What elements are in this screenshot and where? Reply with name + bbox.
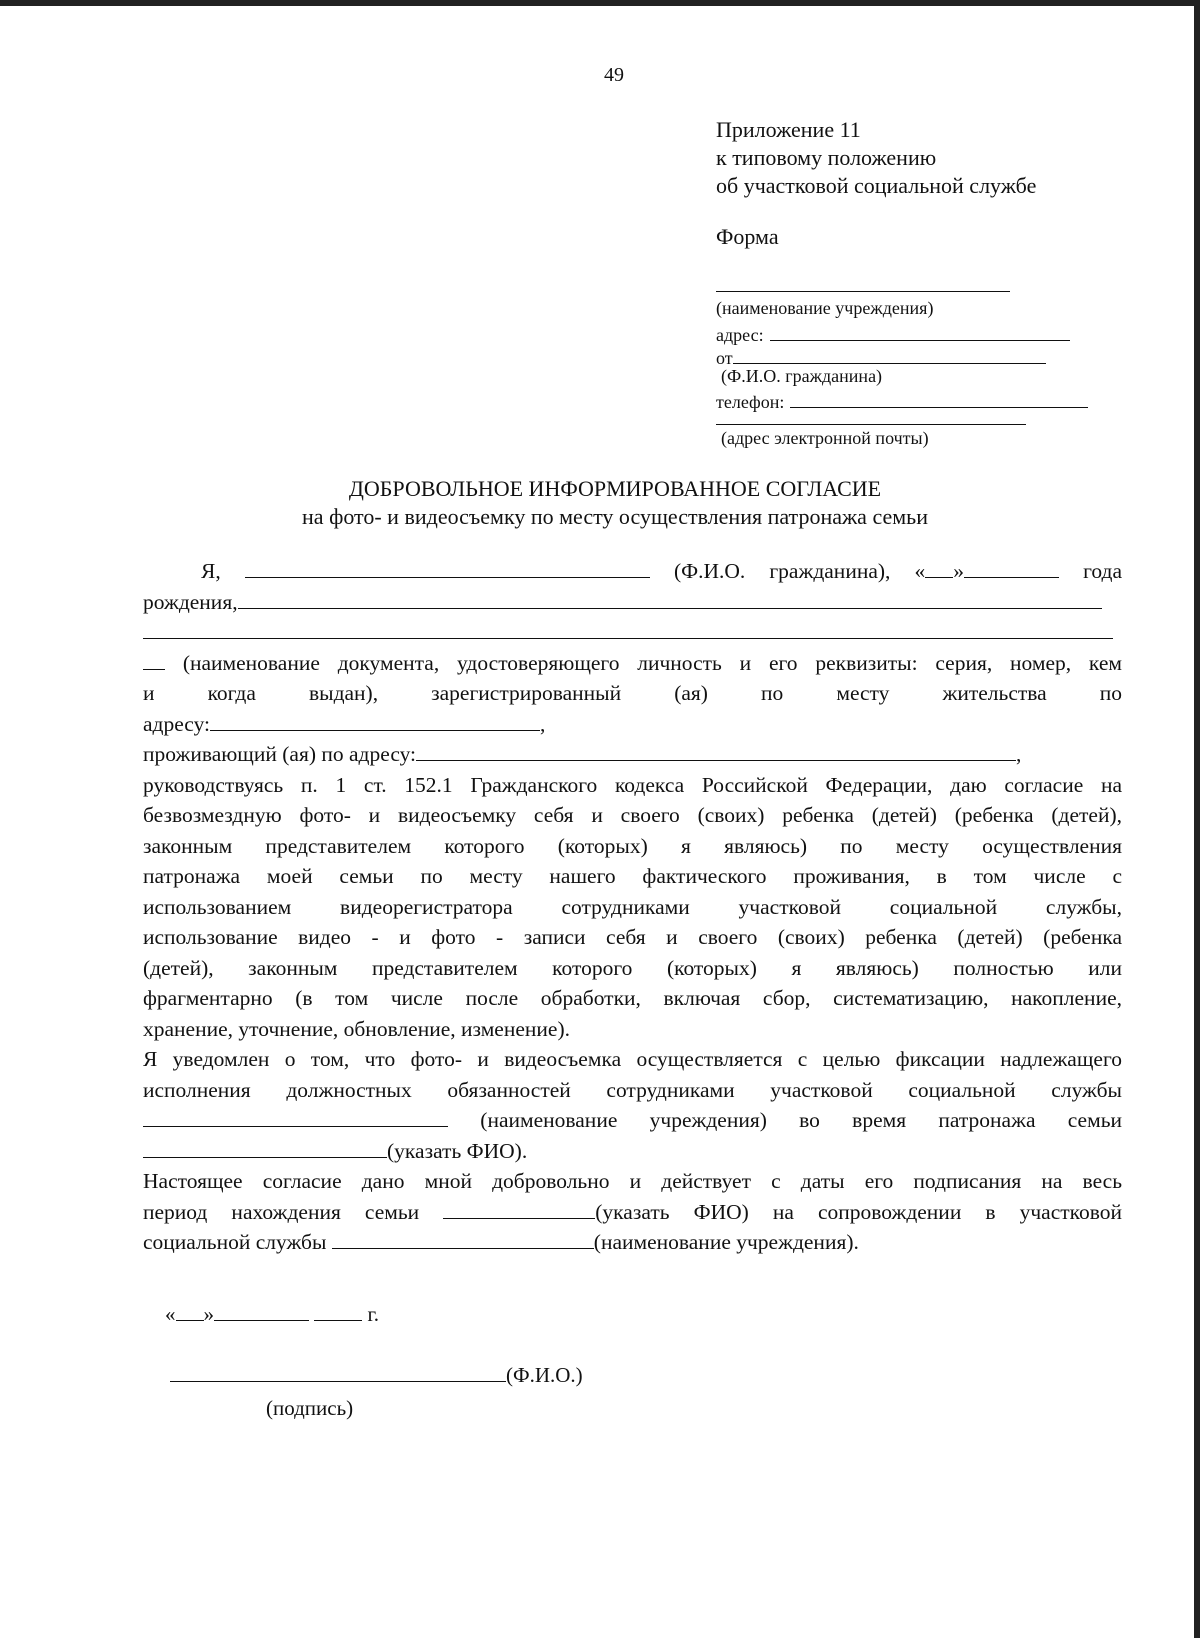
birth-details-field[interactable]: [238, 590, 1102, 609]
scan-border-right: [1194, 0, 1200, 1638]
appendix-subtitle-2: об участковой социальной службе: [716, 173, 1037, 198]
from-field[interactable]: [733, 345, 1046, 364]
line-citizen: Я, (Ф.И.О. гражданина), « » года: [201, 559, 1123, 583]
line-address: адресу: ,: [143, 711, 546, 736]
consent-body: [143, 556, 1122, 1258]
date-row: « » г.: [165, 1302, 379, 1326]
signature-field[interactable]: [170, 1363, 506, 1382]
consent-text-line: безвозмездную фото- и видеосъемку себя и своего (своих) ребенка (детей) (ребенка (детей),: [143, 803, 1122, 827]
address-field[interactable]: [770, 322, 1070, 341]
signature-caption: (подпись): [266, 1396, 354, 1420]
notice-text-line: (наименование учреждения) во время патронажа семьи: [143, 1105, 1122, 1136]
scan-border-top: [0, 0, 1200, 6]
line-residence: проживающий (ая) по адресу: ,: [143, 742, 1022, 766]
notice-text-line: исполнения должностных обязанностей сотрудниками участковой социальной службы: [143, 1077, 1122, 1102]
document-subtitle: на фото- и видеосъемку по месту осуществления патронажа семьи: [302, 504, 928, 529]
date-year-field[interactable]: [314, 1302, 362, 1321]
notice-text-line: Я уведомлен о том, что фото- и видеосъемка осуществляется с целью фиксации надлежащего: [143, 1047, 1122, 1071]
phone-row: [716, 389, 1088, 413]
residence-address-field[interactable]: [416, 742, 1016, 761]
address-label: адрес:: [716, 325, 764, 345]
consent-text-line: использование видео - и фото - записи себя и своего (своих) ребенка (детей) (ребенка: [143, 925, 1122, 949]
consent-text-line: фрагментарно (в том числе после обработки, включая сбор, систематизацию, накопление,: [143, 986, 1122, 1010]
birth-day-field[interactable]: [925, 559, 953, 578]
notice-text-line: (указать ФИО).: [143, 1136, 1122, 1167]
birth-details-field-continued[interactable]: [143, 620, 1113, 639]
validity-text-line: период нахождения семьи (указать ФИО) на сопровождении в участковой: [143, 1199, 1123, 1224]
institution-name-field[interactable]: [716, 291, 1010, 292]
line-registered: и когда выдан), зарегистрированный (ая) по месту жительства по: [143, 681, 1122, 705]
email-field[interactable]: [716, 424, 1026, 425]
line-birth: рождения,: [143, 587, 1122, 618]
notice-institution-field[interactable]: [143, 1108, 448, 1127]
from-label: от: [716, 348, 733, 368]
appendix-title: Приложение 11: [716, 117, 861, 142]
fio-label: (Ф.И.О.): [506, 1363, 583, 1387]
birth-month-field[interactable]: [964, 559, 1059, 578]
consent-text-line: руководствуясь п. 1 ст. 152.1 Гражданского кодекса Российской Федерации, даю согласие на: [143, 772, 1122, 797]
document-field[interactable]: [143, 651, 165, 670]
consent-text-line: (детей), законным представителем которого (которых) я являюсь) полностью или: [143, 955, 1122, 980]
validity-institution-field[interactable]: [332, 1230, 594, 1249]
appendix-subtitle-1: к типовому положению: [716, 145, 937, 170]
address-row: [716, 322, 1070, 346]
consent-text-line: патронажа моей семьи по месту нашего фактического проживания, в том числе с: [143, 864, 1122, 888]
form-label: Форма: [716, 224, 779, 249]
email-caption: (адрес электронной почты): [721, 428, 929, 448]
notice-family-name-field[interactable]: [143, 1139, 387, 1158]
citizen-name-field[interactable]: [245, 559, 650, 578]
citizen-caption: (Ф.И.О. гражданина): [721, 366, 883, 386]
page-number: 49: [604, 64, 624, 86]
date-month-field[interactable]: [214, 1302, 309, 1321]
consent-text-line: использованием видеорегистратора сотрудниками участковой социальной службы,: [143, 894, 1122, 919]
date-day-field[interactable]: [176, 1302, 204, 1321]
validity-family-name-field[interactable]: [443, 1200, 595, 1219]
document-title: ДОБРОВОЛЬНОЕ ИНФОРМИРОВАННОЕ СОГЛАСИЕ: [348, 476, 882, 501]
institution-caption: (наименование учреждения): [716, 298, 934, 318]
validity-text-line: социальной службы (наименование учреждения).: [143, 1230, 859, 1254]
consent-text-line: законным представителем которого (которых) я являюсь) по месту осуществления: [143, 833, 1122, 858]
validity-text-line: Настоящее согласие дано мной добровольно и действует с даты его подписания на весь: [143, 1169, 1122, 1193]
line-blank: [143, 617, 1122, 648]
registration-address-field[interactable]: [210, 712, 540, 731]
phone-field[interactable]: [790, 389, 1088, 408]
line-document: (наименование документа, удостоверяющего личность и его реквизиты: серия, номер, кем: [143, 648, 1122, 679]
signature-row: [170, 1363, 583, 1388]
consent-text-line: хранение, уточнение, обновление, изменение).: [143, 1016, 570, 1041]
phone-label: телефон:: [716, 392, 785, 412]
